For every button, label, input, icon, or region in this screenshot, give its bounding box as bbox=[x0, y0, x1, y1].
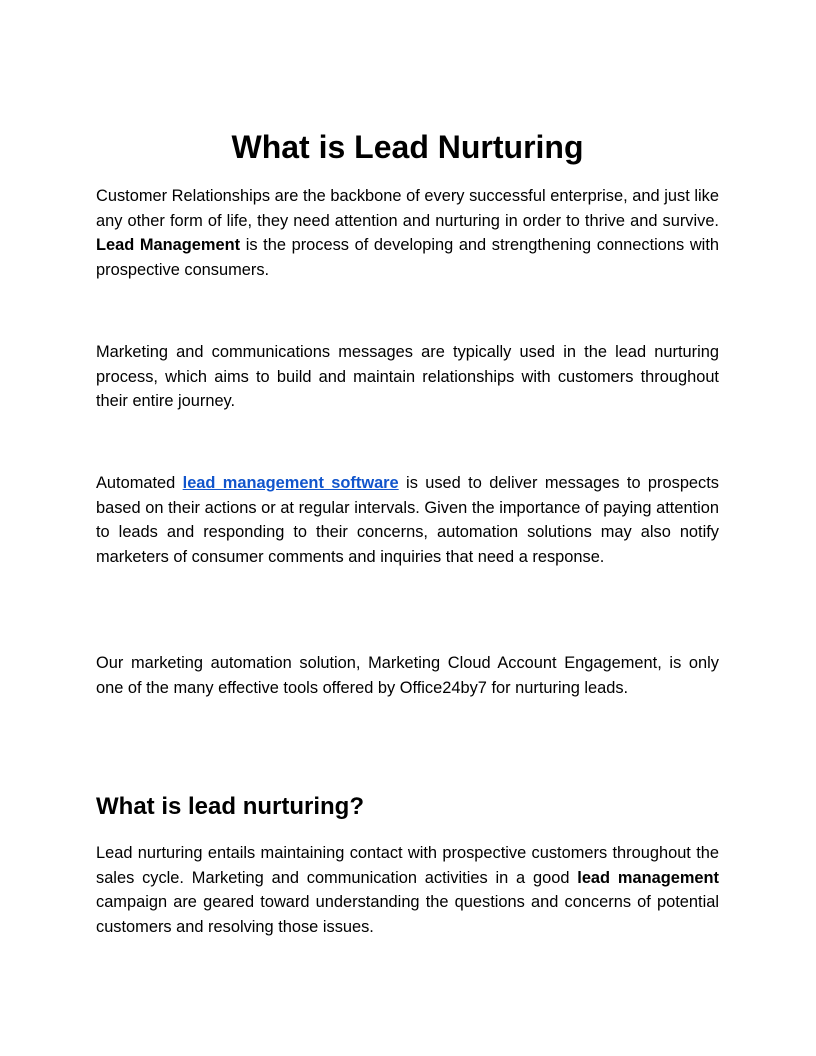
paragraph-section-text: Lead nurturing entails maintaining contact with prospective customers throughout the sales cycle. Marketing and communication activities in a good bbox=[96, 844, 719, 887]
paragraph-section bbox=[96, 841, 719, 939]
paragraph-intro-text: Customer Relationships are the backbone of every successful enterprise, and just like any other form of life, they need attention and nurturing in order to thrive and survive. bbox=[96, 187, 719, 230]
lead-management-software-link[interactable]: lead management software bbox=[182, 474, 399, 492]
paragraph-intro-text-end: is the process of developing and strengthening connections with prospective consumers. bbox=[96, 236, 719, 279]
section-heading: What is lead nurturing? bbox=[96, 793, 364, 820]
paragraph-automation bbox=[96, 471, 719, 569]
page-title: What is Lead Nurturing bbox=[231, 129, 584, 165]
paragraph-solution: Our marketing automation solution, Marketing Cloud Account Engagement, is only one of the many effective tools offered by Office24by7 for nurturing leads. bbox=[96, 654, 719, 697]
paragraph-section-text-end: campaign are geared toward understanding the questions and concerns of potential customers and resolving those issues. bbox=[96, 893, 719, 936]
paragraph-intro bbox=[96, 184, 719, 282]
paragraph-automation-text-end: is used to deliver messages to prospects based on their actions or at regular intervals. Given the importance of paying attention to leads and responding to their concerns, automation solutions may also notify marketers of consumer comments and inquiries that need a response. bbox=[96, 474, 719, 566]
lead-management-bold: Lead Management bbox=[96, 236, 241, 255]
paragraph-automation-text: Automated bbox=[96, 474, 183, 492]
paragraph-marketing: Marketing and communications messages are typically used in the lead nurturing process, which aims to build and maintain relationships with customers throughout their entire journey. bbox=[96, 343, 719, 411]
lead-management-bold-2: lead management bbox=[577, 868, 719, 887]
